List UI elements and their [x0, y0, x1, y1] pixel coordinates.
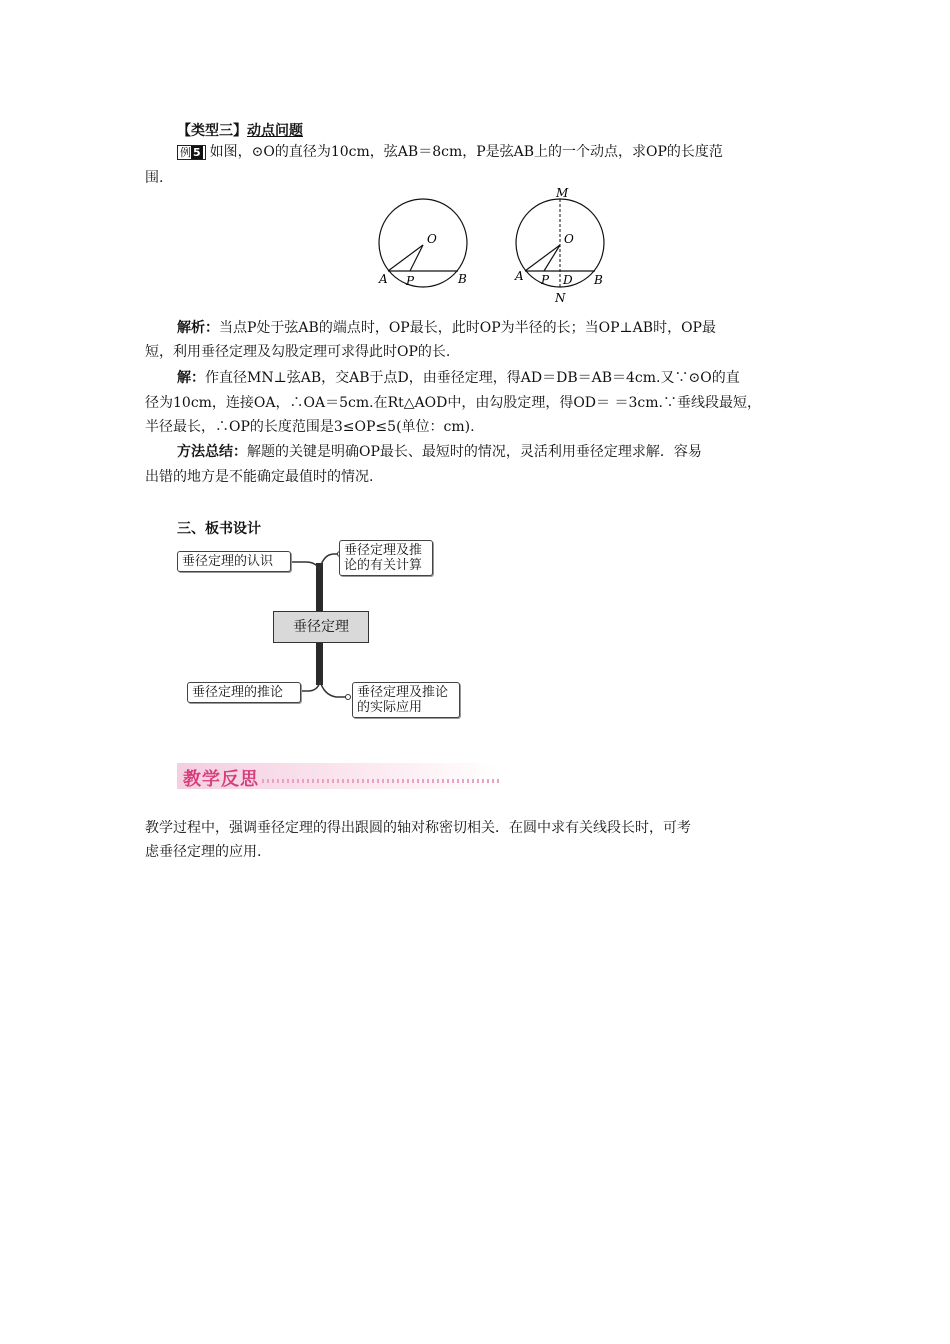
method-line-1 — [177, 442, 817, 462]
example-line-2: 围. — [145, 170, 164, 186]
analysis-label: 解析： — [177, 320, 219, 336]
figure-left — [378, 199, 467, 288]
top-right-line-2: 论的有关计算 — [344, 558, 423, 573]
bottom-right-line-1: 垂径定理及推论 — [357, 685, 449, 700]
solution-label: 解： — [177, 370, 205, 386]
right-label-d: D — [563, 273, 573, 287]
right-label-m: M — [556, 186, 569, 200]
banner-dots — [262, 779, 499, 783]
analysis-line-2: 短，利用垂径定理及勾股定理可求得此时OP的长. — [145, 344, 451, 360]
connector-top-left — [289, 562, 320, 570]
solution-line-3: 半径最长，∴OP的长度范围是3≤OP≤5(单位：cm). — [145, 419, 475, 435]
left-label-b: B — [458, 272, 467, 286]
right-circle — [516, 199, 604, 287]
circle-figures — [370, 183, 620, 305]
right-label-p: P — [541, 273, 550, 287]
mindmap-node-bottom-right — [352, 682, 460, 718]
right-segment-op — [544, 245, 560, 271]
mindmap-node-top-left: 垂径定理的认识 — [177, 551, 291, 572]
figure-right — [514, 186, 604, 305]
left-circle — [379, 199, 467, 287]
right-label-o: O — [564, 232, 574, 246]
method-text-1: 解题的关键是明确OP最长、最短时的情况，灵活利用垂径定理求解．容易 — [247, 444, 702, 460]
left-label-a: A — [379, 272, 388, 286]
analysis-text-1: 当点P处于弦AB的端点时，OP最长，此时OP为半径的长；当OP⊥AB时，OP最 — [219, 320, 716, 336]
left-segment-op — [410, 245, 423, 271]
method-label: 方法总结： — [177, 444, 247, 460]
left-label-p: P — [406, 274, 415, 288]
mindmap-center-node: 垂径定理 — [273, 611, 369, 643]
solution-text-1: 作直径MN⊥弦AB，交AB于点D，由垂径定理，得AD＝DB＝AB＝4cm.又∵⊙O的直 — [205, 370, 740, 386]
solution-line-2: 径为10cm，连接OA，∴OA＝5cm.在Rt△AOD中，由勾股定理，得OD＝ ＝3cm.∵垂线段最短， — [145, 395, 761, 411]
section-bracket-label: 【类型三】 — [177, 123, 247, 139]
connector-bottom-right — [320, 681, 347, 697]
mindmap-node-top-right — [339, 540, 433, 576]
example-line-1 — [177, 142, 817, 162]
right-segment-oa — [525, 245, 560, 271]
mindmap-node-bottom-left: 垂径定理的推论 — [187, 682, 301, 703]
bottom-right-line-2: 的实际应用 — [357, 700, 423, 715]
right-label-b: B — [594, 273, 603, 287]
right-label-n: N — [555, 291, 566, 305]
example-badge — [177, 145, 206, 160]
board-heading: 三、板书设计 — [177, 521, 261, 537]
right-label-a: A — [515, 269, 524, 283]
reflection-line-1: 教学过程中，强调垂径定理的得出跟圆的轴对称密切相关．在圆中求有关线段长时，可考 — [145, 820, 691, 836]
reflection-banner — [177, 763, 499, 789]
section-heading — [177, 120, 303, 140]
badge-number: 5 — [193, 146, 201, 159]
reflection-banner-text: 教学反思 — [183, 769, 259, 790]
section-topic: 动点问题 — [247, 123, 303, 139]
left-segment-oa — [388, 245, 423, 271]
connector-dot — [346, 695, 351, 700]
badge-prefix: 例 — [180, 146, 191, 159]
reflection-line-2: 虑垂径定理的应用. — [145, 844, 262, 860]
example-text-1: 如图，⊙O的直径为10cm，弦AB＝8cm，P是弦AB上的一个动点，求OP的长度范 — [209, 144, 723, 160]
left-label-o: O — [427, 232, 437, 246]
analysis-line-1 — [177, 318, 817, 338]
method-line-2: 出错的地方是不能确定最值时的情况. — [145, 469, 374, 485]
top-right-line-1: 垂径定理及推 — [344, 543, 423, 558]
solution-line-1 — [177, 368, 817, 388]
